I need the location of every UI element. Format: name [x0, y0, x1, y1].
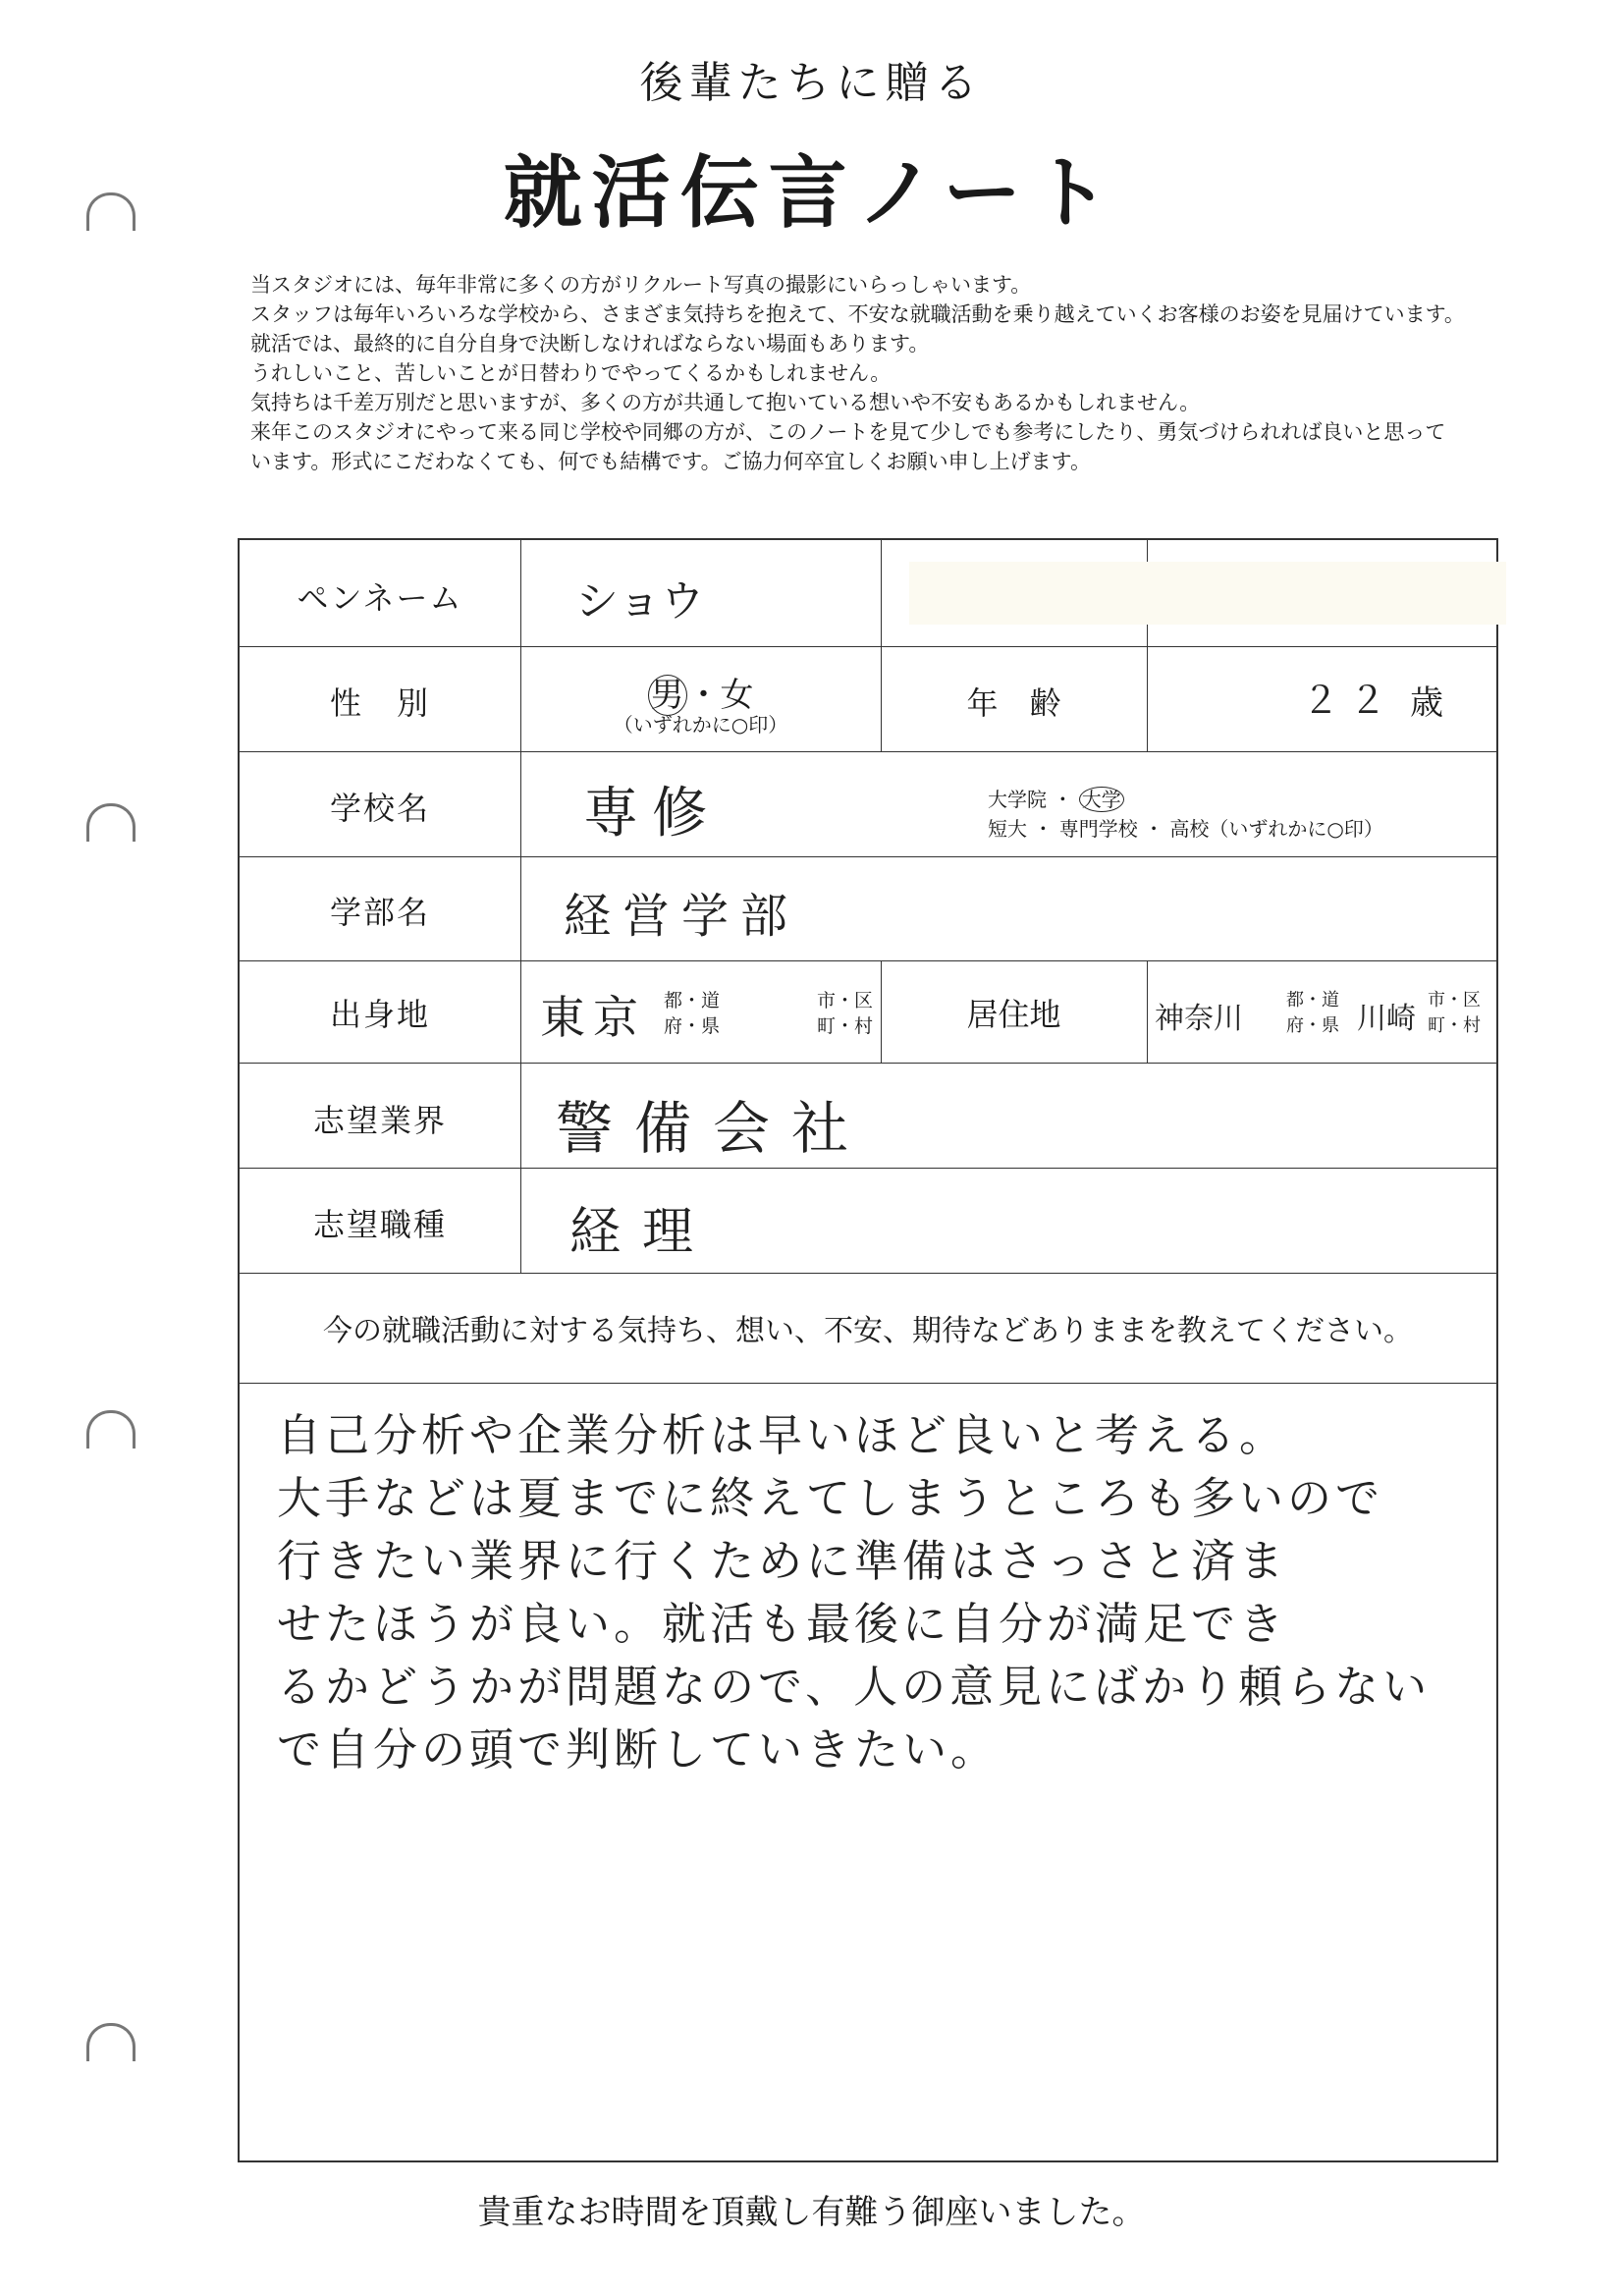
- binder-hole: [86, 803, 135, 842]
- answer-line: で自分の頭で判断していきたい。: [277, 1723, 1000, 1776]
- residence-pref-suffix-bottom: 府・県: [1286, 1015, 1339, 1036]
- school-value: 専修: [583, 782, 721, 846]
- gender-male-circled: 男: [648, 675, 687, 716]
- industry-value: 警備会社: [556, 1095, 871, 1162]
- intro-line: 気持ちは千差万別だと思いますが、多くの方が共通して抱いている想いや不安もあるかもしれません。: [250, 391, 1201, 414]
- row-divider: [240, 1168, 1496, 1169]
- answer-line: 大手などは夏までに終えてしまうところも多いので: [277, 1472, 1384, 1524]
- age-value: ２２: [1302, 679, 1397, 722]
- faculty-value: 経営学部: [564, 889, 800, 944]
- survey-form: [238, 538, 1498, 2162]
- answer-line: 自己分析や企業分析は早いほど良いと考える。: [277, 1409, 1288, 1461]
- row-divider: [240, 960, 1496, 961]
- school-option-grad: 大学院: [988, 788, 1047, 811]
- answer-text: [277, 1404, 1431, 1781]
- binder-hole: [86, 2023, 135, 2061]
- pen-name-value: ショウ: [575, 576, 705, 627]
- column-divider: [1147, 960, 1148, 1063]
- row-divider: [240, 751, 1496, 752]
- pen-name-label: ペンネーム: [297, 579, 463, 617]
- school-options-line1: [988, 784, 1124, 812]
- hometown-city-suffix-top: 市・区: [817, 990, 874, 1011]
- row-divider: [240, 646, 1496, 647]
- hometown-label: 出身地: [329, 996, 430, 1033]
- hometown-pref-suffix-top: 都・道: [664, 990, 721, 1011]
- intro-line: うれしいこと、苦しいことが日替わりでやってくるかもしれません。: [250, 361, 892, 385]
- row-divider: [240, 856, 1496, 857]
- residence-pref-suffix-top: 都・道: [1286, 990, 1339, 1011]
- school-options-line2: 短大 ・ 専門学校 ・ 高校（いずれかに○印）: [988, 817, 1383, 841]
- residence-pref-value: 神奈川: [1155, 1002, 1243, 1036]
- residence-city-value: 川崎: [1357, 1002, 1416, 1036]
- gender-female: 女: [720, 676, 754, 715]
- answer-line: 行きたい業界に行くために準備はさっさと済ま: [277, 1535, 1288, 1587]
- hometown-pref-value: 東京: [540, 991, 646, 1044]
- intro-text: [250, 270, 1586, 476]
- answer-line: るかどうかが問題なので、人の意見にばかり頼らない: [277, 1661, 1432, 1713]
- redacted-field: [909, 562, 1506, 625]
- intro-line: 就活では、最終的に自分自身で決断しなければならない場面もあります。: [250, 332, 930, 355]
- intro-line: 当スタジオには、毎年非常に多くの方がリクルート写真の撮影にいらっしゃいます。: [250, 273, 1032, 297]
- job-label: 志望職種: [312, 1206, 447, 1243]
- footer-thanks: 貴重なお時間を頂戴し有難う御座いました。: [477, 2193, 1146, 2232]
- job-value: 経理: [569, 1203, 716, 1262]
- residence-city-suffix-top: 市・区: [1428, 990, 1481, 1011]
- gender-separator: ・: [686, 676, 721, 715]
- column-divider: [520, 540, 521, 1273]
- question-text: 今の就職活動に対する気持ち、想い、不安、期待などありままを教えてください。: [323, 1314, 1413, 1348]
- page-title: 就活伝言ノート: [503, 147, 1120, 239]
- residence-city-suffix-bottom: 町・村: [1428, 1015, 1481, 1036]
- residence-label: 居住地: [966, 996, 1061, 1033]
- row-divider: [240, 1383, 1496, 1384]
- row-divider: [240, 1063, 1496, 1064]
- gender-note: （いずれかに○印）: [613, 713, 788, 737]
- school-label: 学校名: [329, 790, 430, 827]
- page-subtitle: 後輩たちに贈る: [639, 58, 984, 108]
- intro-line: います。形式にこだわなくても、何でも結構です。ご協力何卒宜しくお願い申し上げます。: [250, 450, 1091, 473]
- school-option-separator: ・: [1053, 788, 1073, 811]
- intro-line: 来年このスタジオにやって来る同じ学校や同郷の方が、このノートを見て少しでも参考にしたり、勇気づけられれば良いと思って: [250, 420, 1446, 444]
- industry-label: 志望業界: [312, 1102, 447, 1139]
- school-option-univ-circled: 大学: [1079, 787, 1124, 812]
- row-divider: [240, 1273, 1496, 1274]
- age-unit: 歳: [1410, 683, 1443, 723]
- gender-label: 性 別: [329, 684, 430, 722]
- hometown-city-suffix-bottom: 町・村: [817, 1015, 874, 1037]
- hometown-pref-suffix-bottom: 府・県: [664, 1015, 721, 1037]
- binder-hole: [86, 1410, 135, 1449]
- faculty-label: 学部名: [329, 894, 430, 931]
- answer-line: せたほうが良い。就活も最後に自分が満足でき: [277, 1598, 1288, 1650]
- age-label: 年 齢: [966, 684, 1061, 722]
- intro-line: スタッフは毎年いろいろな学校から、さまざま気持ちを抱えて、不安な就職活動を乗り越えていくお客様のお姿を見届けています。: [250, 302, 1465, 326]
